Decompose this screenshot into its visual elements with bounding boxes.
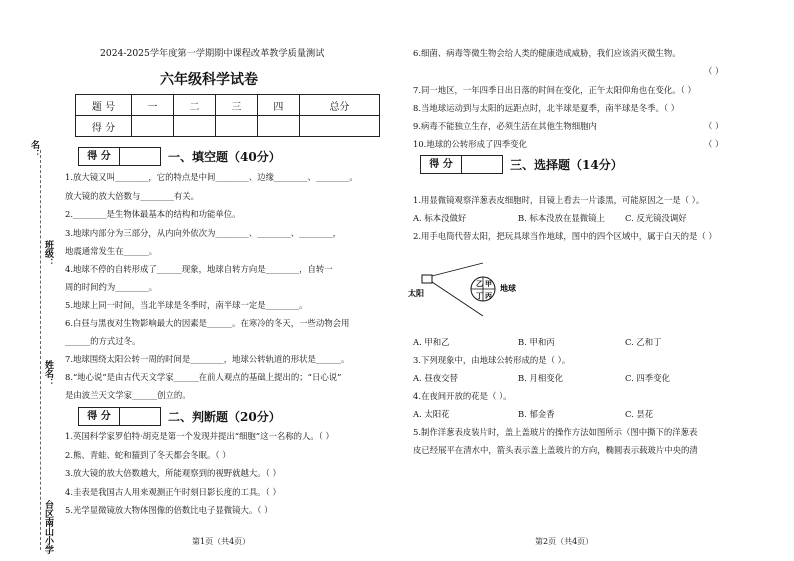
- choice-option[interactable]: C. 昙花: [625, 409, 654, 419]
- judge-paren: （ ）: [704, 66, 724, 76]
- quadrant-label: 丁: [476, 291, 483, 300]
- binding-name-label: 名：: [29, 140, 39, 158]
- fill-line: 1.放大镜又叫________，它的特点是中间________、边缘________、________。: [65, 172, 358, 182]
- score-table-cell: 一: [132, 95, 174, 116]
- score-box-label: 得 分: [79, 408, 120, 425]
- section1-score-box[interactable]: [78, 147, 161, 166]
- page-footer-2: 第2页（共4页）: [535, 537, 594, 546]
- fill-line: 周的时间约为________。: [65, 282, 158, 292]
- fill-line: 7.地球围绕太阳公转一周的时间是________，地球公转轨道的形状是______。: [65, 354, 350, 364]
- quadrant-label: 丙: [485, 291, 492, 300]
- score-table-cell: 总分: [299, 95, 379, 116]
- choice-question: 1.用显微镜观察洋葱表皮细胞时，目镜上看去一片漆黑，可能原因之一是（ ）。: [413, 195, 705, 205]
- judge-line: 1.英国科学家罗伯特·胡克是第一个发现并提出“细胞”这一名称的人。（ ）: [65, 431, 334, 441]
- score-input-3[interactable]: [215, 116, 257, 137]
- section3-score-box[interactable]: [420, 155, 503, 174]
- light-beam-top: [432, 263, 483, 276]
- sun-earth-diagram: [408, 258, 528, 330]
- score-table-cell: 题 号: [76, 95, 132, 116]
- binding-dashed-line: [40, 150, 41, 550]
- score-table-cell: 三: [215, 95, 257, 116]
- binding-student-name-label: 姓名：: [43, 360, 53, 387]
- judge-line: 3.放大镜的放大倍数越大，所能观察到的视野就越大。（ ）: [65, 468, 281, 478]
- fill-line: 5.地球上同一时间，当北半球是冬季时，南半球一定是________。: [65, 300, 308, 310]
- choice-question: 3.下列现象中，由地球公转形成的是（ ）。: [413, 355, 571, 365]
- judge-paren: （ ）: [704, 139, 724, 149]
- score-input-2[interactable]: [173, 116, 215, 137]
- choice-question: 5.制作洋葱表皮装片时，盖上盖玻片的操作方法如图所示（图中撕下的洋葱表: [413, 427, 698, 437]
- binding-class-label: 班级：: [43, 240, 53, 267]
- judge-paren: （ ）: [704, 121, 724, 131]
- choice-option[interactable]: C. 四季变化: [625, 373, 670, 383]
- fill-line: 放大镜的放大倍数与________有关。: [65, 191, 199, 201]
- choice-option[interactable]: A. 标本没做好: [413, 213, 467, 223]
- choice-option[interactable]: C. 反光镜没调好: [625, 213, 687, 223]
- section2-title: 二、判断题（20分）: [168, 410, 281, 424]
- exam-title: 2024-2025学年度第一学期期中课程改革教学质量测试: [100, 48, 325, 59]
- judge-line: 6.细菌、病毒等微生物会给人类的健康造成威胁，我们应该消灭微生物。: [413, 48, 681, 58]
- choice-option[interactable]: B. 月相变化: [518, 373, 563, 383]
- fill-line: 8.“地心说”是由古代天文学家______在前人观点的基础上提出的；“日心说”: [65, 372, 342, 382]
- page-footer-1: 第1页（共4页）: [192, 537, 251, 546]
- choice-option[interactable]: B. 甲和丙: [518, 337, 555, 347]
- judge-line: 8.当地球运动到与太阳的远距点时，北半球是夏季，南半球是冬季。（ ）: [413, 103, 680, 113]
- score-table-cell: 得 分: [76, 116, 132, 137]
- score-box-blank[interactable]: [120, 408, 160, 425]
- fill-line: 4.地球不停的自转形成了______现象，地球自转方向是________，自转一: [65, 264, 333, 274]
- earth-label: 地球: [500, 283, 516, 293]
- judge-line: 5.光学显微镜放大物体图像的倍数比电子显微镜大。（ ）: [65, 505, 273, 515]
- score-table: [75, 94, 380, 137]
- judge-line: 7.同一地区，一年四季日出日落的时间在变化，正午太阳仰角也在变化。（ ）: [413, 85, 696, 95]
- fill-line: 3.地球内部分为三部分，从内向外依次为________、________、________，: [65, 228, 341, 238]
- choice-question: 4.在夜间开放的花是（ ）。: [413, 391, 512, 401]
- flashlight-icon: [422, 275, 432, 283]
- choice-option[interactable]: A. 甲和乙: [413, 337, 450, 347]
- score-box-blank[interactable]: [120, 148, 160, 165]
- score-table-cell: 四: [257, 95, 299, 116]
- score-box-label: 得 分: [79, 148, 120, 165]
- fill-line: 是由波兰天文学家______创立的。: [65, 390, 191, 400]
- judge-line: 10.地球的公转形成了四季变化: [413, 139, 527, 149]
- fill-line: ______的方式过冬。: [65, 336, 141, 346]
- judge-line: 9.病毒不能独立生存，必须生活在其他生物细胞内: [413, 121, 597, 131]
- section1-title: 一、填空题（40分）: [168, 150, 281, 164]
- fill-line: 2.________是生物体最基本的结构和功能单位。: [65, 209, 241, 219]
- fill-line: 6.白昼与黑夜对生物影响最大的因素是______。在寒冷的冬天，一些动物会用: [65, 318, 350, 328]
- judge-line: 2.熊、青蛙、蛇和猫到了冬天都会冬眠。（ ）: [65, 450, 231, 460]
- subject-title: 六年级科学试卷: [160, 72, 258, 88]
- choice-option[interactable]: C. 乙和丁: [625, 337, 662, 347]
- score-input-total[interactable]: [299, 116, 379, 137]
- choice-question: 2.用手电筒代替太阳，把玩具球当作地球，图中的四个区域中，属于白天的是（ ）: [413, 231, 717, 241]
- score-table-cell: 二: [173, 95, 215, 116]
- quadrant-label: 甲: [485, 279, 492, 288]
- sun-label: 太阳: [408, 288, 424, 298]
- choice-option[interactable]: B. 标本没放在显微镜上: [518, 213, 605, 223]
- section2-score-box[interactable]: [78, 407, 161, 426]
- quadrant-label: 乙: [476, 279, 483, 288]
- choice-option[interactable]: A. 太阳花: [413, 409, 450, 419]
- choice-question: 皮已经展平在清水中，箭头表示盖上盖玻片的方向，椭圆表示载玻片中央的清: [413, 445, 698, 455]
- score-input-4[interactable]: [257, 116, 299, 137]
- score-box-label: 得 分: [421, 156, 462, 173]
- score-input-1[interactable]: [132, 116, 174, 137]
- choice-option[interactable]: B. 郁金香: [518, 409, 555, 419]
- section3-title: 三、选择题（14分）: [510, 158, 623, 172]
- score-box-blank[interactable]: [462, 156, 502, 173]
- choice-option[interactable]: A. 昼夜交替: [413, 373, 458, 383]
- binding-school-label: 台区南山小学: [43, 500, 53, 554]
- judge-line: 4.圭表是我国古人用来观测正午时刻日影长度的工具。（ ）: [65, 487, 281, 497]
- fill-line: 地震通常发生在______。: [65, 246, 158, 256]
